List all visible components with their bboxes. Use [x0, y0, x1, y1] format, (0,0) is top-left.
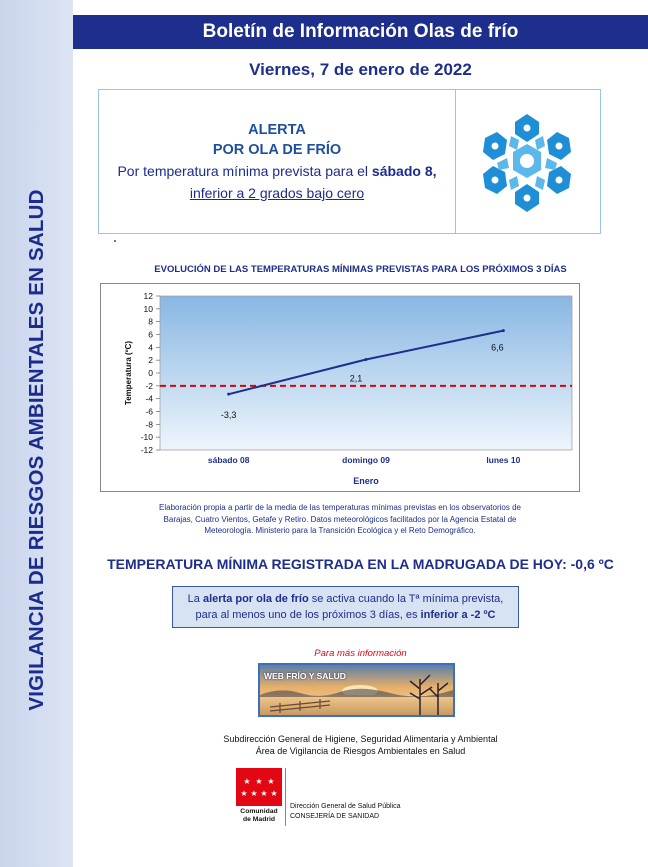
subdirection-info	[73, 733, 648, 757]
logo-caption	[236, 808, 282, 823]
data-point	[502, 329, 505, 332]
logo-line-2: de Madrid	[242, 815, 276, 823]
y-tick-label: 12	[143, 291, 153, 301]
svg-text:★: ★	[250, 789, 258, 798]
temperature-chart	[101, 284, 581, 493]
caption-line-1: Elaboración propia a partir de la media de las temperaturas mínimas previstas en los observatorios de	[159, 503, 521, 512]
dg-line-1: Dirección General de Salud Pública	[290, 803, 401, 810]
y-tick-label: 6	[148, 329, 153, 340]
data-label: 6,6	[491, 342, 504, 353]
y-tick-label: 2	[148, 355, 153, 366]
y-tick-label: -4	[145, 393, 153, 404]
subdir-line-2: Área de Vigilancia de Riesgos Ambientales en Salud	[255, 746, 466, 756]
y-tick-label: -12	[140, 445, 153, 455]
svg-text:★: ★	[267, 777, 275, 786]
plot-area	[160, 296, 572, 450]
y-tick-label: -8	[145, 419, 153, 430]
caption-line-2: Barajas, Cuatro Vientos, Getafe y Retiro. Datos meteorológicos facilitados por la Agencia Estatal de	[163, 514, 517, 524]
logo-line-1: Comunidad	[240, 808, 278, 815]
data-point	[365, 358, 368, 361]
y-tick-label: 4	[148, 342, 153, 353]
alert-divider	[455, 90, 456, 233]
svg-text:★: ★	[255, 777, 263, 786]
alert-text	[99, 120, 455, 204]
caption-line-3: Meteorología. Ministerio para la Transición Ecológica y el Reto Demográfico.	[204, 526, 476, 535]
alert-criteria-note	[172, 586, 519, 628]
logo-divider	[285, 768, 286, 826]
alert-desc-day: sábado 8,	[371, 163, 437, 179]
y-tick-label: -6	[145, 406, 153, 417]
chart-title: EVOLUCIÓN DE LAS TEMPERATURAS MÍNIMAS PREVISTAS PARA LOS PRÓXIMOS 3 DÍAS	[154, 264, 567, 275]
sidebar-title: VIGILANCIA DE RIESGOS AMBIENTALES EN SALUD	[25, 189, 48, 711]
alert-title-line1: ALERTA	[248, 122, 306, 138]
web-frio-salud-link[interactable]	[258, 663, 455, 717]
alert-desc-prefix: Por temperatura mínima prevista para el	[117, 163, 372, 179]
stray-dot	[114, 240, 116, 242]
bulletin-date: Viernes, 7 de enero de 2022	[249, 60, 472, 79]
directorate-info	[290, 802, 401, 822]
alert-desc-threshold: inferior a 2 grados bajo cero	[189, 185, 365, 201]
more-info-label: Para más información	[314, 648, 407, 659]
y-tick-label: 8	[148, 316, 153, 327]
web-link-label[interactable]: WEB FRÍO Y SALUD	[264, 671, 346, 681]
note-p1: La	[187, 593, 203, 605]
x-tick-label: sábado 08	[207, 455, 250, 465]
svg-text:★: ★	[240, 789, 248, 798]
svg-text:★: ★	[243, 777, 251, 786]
alert-title-line2: POR OLA DE FRÍO	[212, 142, 342, 158]
svg-text:★: ★	[270, 789, 278, 798]
data-point	[227, 393, 230, 396]
snowflake-icon	[471, 110, 583, 221]
note-b2: inferior a -2 ºC	[420, 608, 496, 621]
subdir-line-1: Subdirección General de Higiene, Seguridad Alimentaria y Ambiental	[223, 734, 498, 744]
x-axis-label: Enero	[353, 476, 379, 486]
y-tick-label: -2	[145, 380, 153, 391]
y-axis-label: Temperatura (ºC)	[124, 340, 133, 406]
chart-frame	[100, 283, 580, 492]
note-b1: alerta por ola de frío	[202, 593, 309, 605]
y-tick-label: -10	[140, 432, 153, 443]
recorded-temperature: TEMPERATURA MÍNIMA REGISTRADA EN LA MADRUGADA DE HOY: -0,6 ºC	[107, 556, 614, 572]
bulletin-header: Boletín de Información Olas de frío	[73, 15, 648, 49]
data-label: -3,3	[220, 410, 237, 421]
chart-caption	[100, 502, 580, 537]
note-p3: para al menos uno de los próximos 3 días, es	[195, 608, 421, 621]
y-tick-label: 10	[143, 303, 153, 314]
dg-line-2: CONSEJERÍA DE SANIDAD	[290, 813, 380, 820]
alert-description	[99, 160, 455, 182]
alert-box	[98, 89, 601, 234]
data-label: 2,1	[349, 373, 363, 384]
svg-text:★: ★	[260, 789, 268, 798]
x-tick-label: domingo 09	[342, 455, 390, 465]
x-tick-label: lunes 10	[486, 455, 521, 465]
sidebar-band	[0, 0, 73, 867]
y-tick-label: 0	[148, 368, 153, 378]
note-p2: se activa cuando la Tª mínima prevista,	[308, 593, 504, 605]
